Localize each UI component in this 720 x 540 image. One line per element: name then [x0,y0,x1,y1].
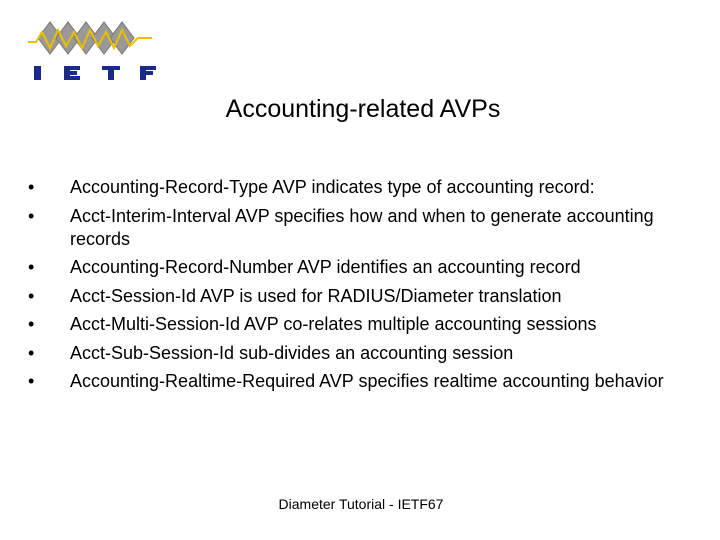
bullet-text: Acct-Interim-Interval AVP specifies how and when to generate accounting records [70,205,654,249]
bullet-item [28,342,708,365]
bullet-item [28,205,708,251]
bullet-dot: • [28,314,35,334]
bullet-list [28,176,708,399]
slide-title: Accounting-related AVPs [225,95,501,123]
bullet-item [28,256,708,279]
bullet-item [28,176,708,199]
bullet-item [28,313,708,336]
bullet-dot: • [28,177,35,197]
footer-text: Diameter Tutorial - IETF67 [278,496,444,512]
bullet-dot: • [28,205,35,226]
ietf-logo-icon [26,18,158,84]
bullet-dot: • [28,342,35,363]
bullet-item [28,370,708,393]
bullet-text: Acct-Session-Id AVP is used for RADIUS/Diameter translation [70,285,562,306]
bullet-dot: • [28,257,35,277]
bullet-text: Acct-Sub-Session-Id sub-divides an accounting session [70,342,514,363]
ietf-logo-graphic [26,18,158,84]
bullet-text: Acct-Multi-Session-Id AVP co-relates multiple accounting sessions [70,314,597,334]
bullet-text: Accounting-Realtime-Required AVP specifies realtime accounting behavior [70,371,664,391]
bullet-text: Accounting-Record-Number AVP identifies an accounting record [70,257,581,277]
bullet-dot: • [28,371,35,391]
bullet-item [28,285,708,308]
bullet-dot: • [28,285,35,306]
bullet-text: Accounting-Record-Type AVP indicates type of accounting record: [70,177,595,197]
logo-letters [34,66,156,80]
